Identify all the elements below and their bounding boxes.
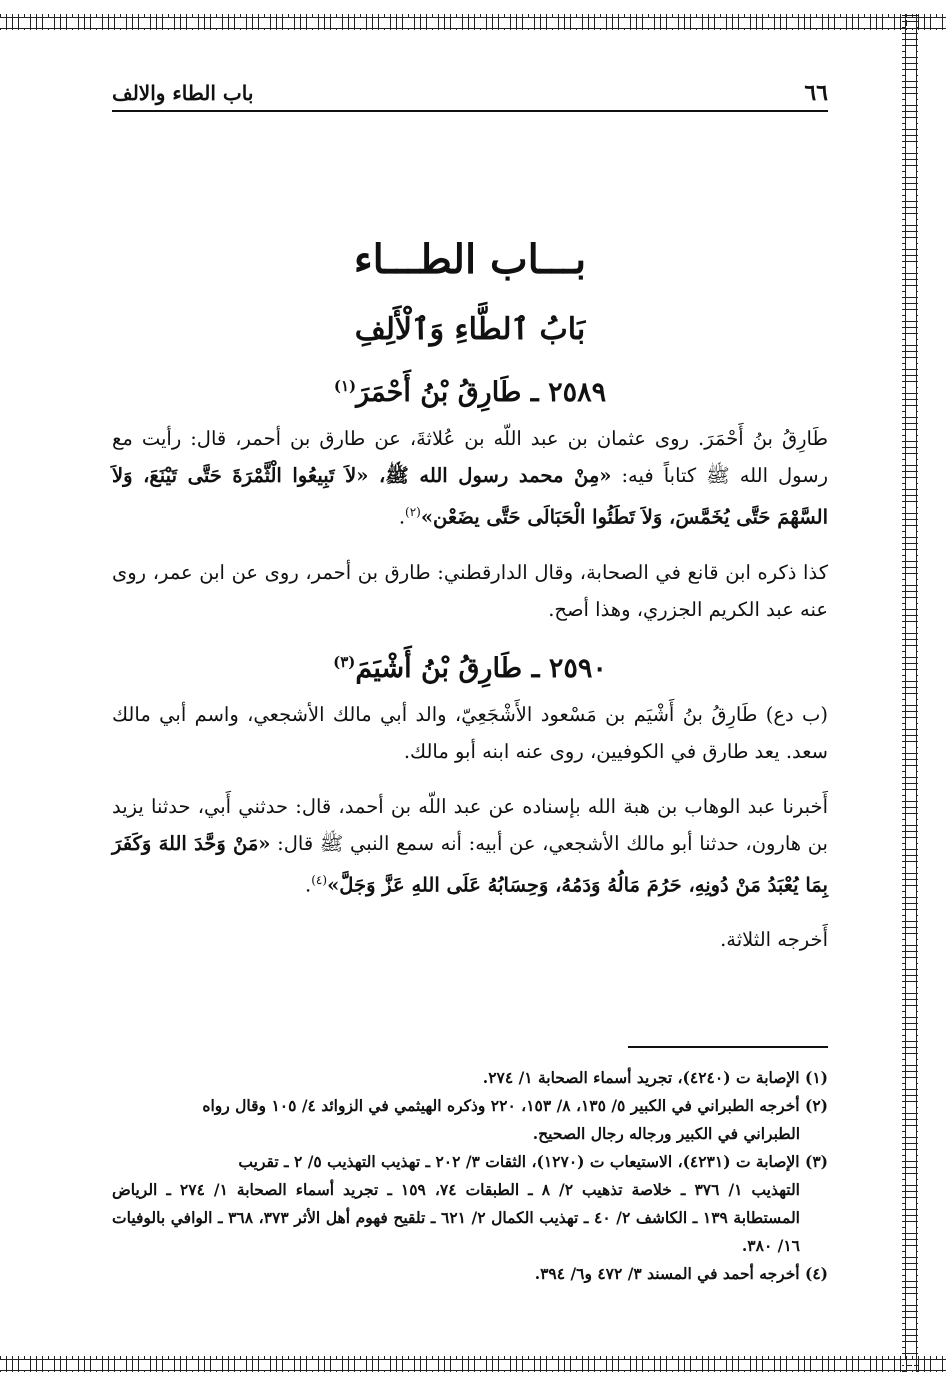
entry-paragraph: كذا ذكره ابن قانع في الصحابة، وقال الدارقطني: طارق بن أحمر، روى عن ابن عمر، روى عنه عبد الكريم الجزري، وهذا أصح. bbox=[112, 560, 828, 621]
entry-paragraph bbox=[112, 788, 828, 904]
footnote-text: (٤) أخرجه أحمد في المسند ٣/ ٤٧٢ و٦/ ٣٩٤. bbox=[534, 1264, 828, 1283]
footnote-separator bbox=[628, 1046, 828, 1048]
paragraph-end: . bbox=[305, 873, 312, 896]
page-body bbox=[112, 230, 828, 958]
footnote-ref: (٤) bbox=[311, 872, 328, 887]
paragraph-text: أَخبرنا عبد الوهاب بن هبة الله بإسناده عن عبد اللّه بن أحمد، قال: حدثني أَبي، حدثنا يزيد بن هارون، حدثنا أبو مالك الأشجعي، عن أبيه: أنه سمع النبي ﷺ قال: bbox=[112, 794, 828, 855]
page-header bbox=[112, 76, 828, 112]
footnote-continuation: التهذيب ١/ ٣٧٦ ـ خلاصة تذهيب ٢/ ٨ ـ الطبقات ٧٤، ١٥٩ ـ تجريد أسماء الصحابة ١/ ٢٧٤ ـ الرياض المستطابة ١٣٩ ـ الكاشف ٢/ ٤٠ ـ تهذيب الكمال ٢/ ٦٢١ ـ تلقيح فهوم أهل الأثر ٣٧٣، ٣٦٨ ـ الوافي بالوفيات ١٦/ ٣٨٠. bbox=[112, 1180, 800, 1255]
footnote-4 bbox=[112, 1260, 828, 1288]
footnote-text: (٢) أخرجه الطبراني في الكبير ٥/ ١٣٥، ٨/ ١٥٣، ٢٢٠ وذكره الهيثمي في الزوائد ٤/ ١٠٥ وقال رواه bbox=[202, 1096, 828, 1115]
footnote-3 bbox=[112, 1148, 828, 1260]
footnote-2 bbox=[112, 1092, 828, 1148]
footnote-text: (١) الإصابة ت (٤٢٤٠)، تجريد أسماء الصحابة ١/ ٢٧٤. bbox=[482, 1068, 828, 1087]
footnote-1 bbox=[112, 1064, 828, 1092]
paragraph-end: . bbox=[398, 505, 406, 529]
chapter-title: بـــاب الطـــاء bbox=[353, 236, 587, 283]
hadith-text: «مِنْ محمد رسول الله ﷺ، «لاَ تَبِيعُوا الْثَّمْرَةَ حَتَّى تَيْنَعَ، وَلاَ السَّهْمَ حَتَّى يُخَمَّسَ، وَلاَ تَطَئُوا الْحَبَالَى حَتَّى يضَعْن» bbox=[112, 464, 828, 529]
paragraph-text: طَارِقُ بنُ أَحْمَرَ. روى عثمان بن عبد اللّه بن عُلاثةَ، عن طارق بن أحمر، قال: رأيت مع رسول الله ﷺ كتاباً فيه: bbox=[112, 427, 828, 487]
section-title: بَابُ ٱلطَّاءِ وَٱلْأَلِفِ bbox=[354, 312, 586, 347]
right-ornament-border bbox=[902, 14, 918, 1372]
entry-title-text: ٢٥٨٩ ـ طَارِقُ بْنُ أَحْمَرَ bbox=[356, 377, 607, 408]
page-number: ٦٦ bbox=[804, 80, 828, 106]
hadith-text: «مَنْ وَحَّدَ اللهَ وَكَفَرَ بِمَا يُعْبَدُ مَنْ دُونِهِ، حَرُمَ مَالُهُ وَدَمُهُ، وَحِسَابُهُ عَلَى اللهِ عَزَّ وَجَلَّ» bbox=[112, 831, 828, 896]
entry-title-text: ٢٥٩٠ ـ طَارِقُ بْنُ أَشْيَمَ bbox=[355, 652, 607, 684]
top-ornament-border bbox=[0, 14, 946, 30]
entry-paragraph bbox=[112, 420, 828, 536]
footnote-ref: (١) bbox=[333, 377, 357, 395]
footnote-ref: (٢) bbox=[405, 505, 421, 519]
footnotes bbox=[112, 1064, 828, 1288]
footnote-continuation: الطبراني في الكبير ورجاله رجال الصحيح. bbox=[532, 1124, 800, 1143]
footnote-ref: (٣) bbox=[333, 652, 356, 671]
bottom-ornament-border bbox=[0, 1356, 946, 1372]
entry-paragraph: (ب دع) طَارِقُ بنُ أَشْيَم بن مَسْعود الأَشْجَعِيّ، والد أبي مالك الأشجعي، واسم أبي مالك سعد. يعد طارق في الكوفيين، روى عنه ابنه أبو مالك. bbox=[112, 702, 828, 763]
running-title: باب الطاء والالف bbox=[112, 81, 254, 105]
footnote-text: (٣) الإصابة ت (٤٢٣١)، الاستيعاب ت (١٢٧٠)، الثقات ٣/ ٢٠٢ ـ تهذيب التهذيب ٥/ ٢ ـ تقريب bbox=[238, 1152, 828, 1171]
entry-title-2590 bbox=[112, 642, 828, 682]
entry-title-2589 bbox=[112, 366, 828, 406]
entry-paragraph: أَخرجه الثلاثة. bbox=[720, 928, 828, 951]
